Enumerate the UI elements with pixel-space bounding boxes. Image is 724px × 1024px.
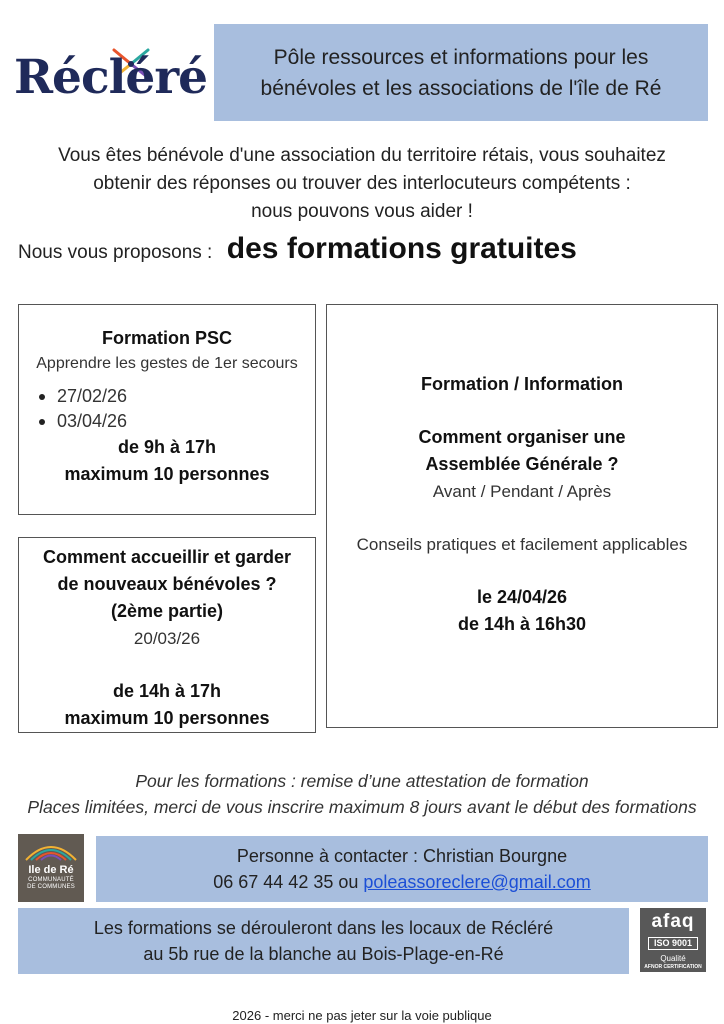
propose-label: Nous vous proposons :: [18, 242, 213, 263]
psc-training-box: [18, 304, 316, 515]
contact-email-link[interactable]: poleassoreclere@gmail.com: [363, 872, 591, 892]
psc-date-item: 27/02/26: [37, 384, 315, 409]
intro-line-3: nous pouvons vous aider !: [251, 201, 473, 222]
contact-person: Personne à contacter : Christian Bourgne: [236, 846, 568, 866]
volunteer-date: 20/03/26: [133, 629, 201, 648]
contact-banner: [96, 836, 708, 902]
afaq-title: afaq: [651, 911, 695, 932]
assembly-title-line-1: Comment organiser une: [418, 427, 626, 447]
cdc-logo-subtitle: COMMUNAUTÉ DE COMMUNES: [27, 877, 75, 890]
ile-de-re-logo: [18, 834, 84, 902]
header-line-1: Pôle ressources et informations pour les: [273, 45, 649, 69]
location-line-2: au 5b rue de la blanche au Bois-Plage-en-Ré: [143, 944, 504, 964]
volunteer-title-line-2: de nouveaux bénévoles ?: [57, 574, 277, 594]
propose-title: des formations gratuites: [226, 232, 577, 265]
volunteer-title-line-3: (2ème partie): [110, 601, 224, 621]
contact-phone: 06 67 44 42 35 ou: [213, 872, 359, 892]
assembly-date: le 24/04/26: [476, 587, 568, 607]
reclere-logo: [14, 44, 210, 112]
intro-text: [0, 142, 724, 226]
contact-details: [96, 869, 708, 895]
assembly-phases: Avant / Pendant / Après: [432, 482, 612, 501]
psc-capacity: maximum 10 personnes: [64, 464, 270, 484]
assembly-training-box: [326, 304, 718, 728]
afaq-quality: Qualité: [660, 954, 686, 963]
intro-line-1: Vous êtes bénévole d'une association du territoire rétais, vous souhaitez: [58, 145, 666, 166]
assembly-advice: Conseils pratiques et facilement applicables: [356, 535, 688, 554]
assembly-hours: de 14h à 16h30: [457, 614, 587, 634]
logo-wordmark: Récléré: [14, 50, 208, 105]
afaq-iso-logo: [640, 908, 706, 972]
psc-hours: de 9h à 17h: [117, 437, 217, 457]
note-line-1: Pour les formations : remise d’une attestation de formation: [135, 771, 589, 791]
psc-title: Formation PSC: [101, 328, 232, 348]
header-banner: [214, 24, 708, 121]
volunteer-capacity: maximum 10 personnes: [64, 708, 270, 728]
volunteer-training-box: [18, 537, 316, 733]
afaq-iso: ISO 9001: [648, 937, 698, 950]
rainbow-arc-icon: [22, 838, 80, 862]
afaq-certification: AFNOR CERTIFICATION: [644, 964, 702, 970]
psc-date-item: 03/04/26: [37, 409, 315, 434]
note-line-2: Places limitées, merci de vous inscrire maximum 8 jours avant le début des formations: [27, 797, 697, 817]
psc-dates-list: [19, 384, 315, 434]
propose-heading: [18, 232, 718, 266]
intro-line-2: obtenir des réponses ou trouver des interlocuteurs compétents :: [93, 173, 631, 194]
registration-note: [0, 768, 724, 820]
volunteer-title-line-1: Comment accueillir et garder: [42, 547, 292, 567]
location-banner: [18, 908, 629, 974]
assembly-title-line-2: Assemblée Générale ?: [425, 454, 619, 474]
location-line-1: Les formations se dérouleront dans les locaux de Récléré: [93, 918, 554, 938]
cdc-logo-name: Ile de Ré: [28, 864, 74, 876]
volunteer-hours: de 14h à 17h: [112, 681, 222, 701]
header-line-2: bénévoles et les associations de l'île de Ré: [260, 76, 662, 100]
footer-note: 2026 - merci ne pas jeter sur la voie publique: [232, 1008, 492, 1023]
psc-subtitle: Apprendre les gestes de 1er secours: [36, 355, 298, 372]
assembly-heading: Formation / Information: [421, 374, 623, 394]
